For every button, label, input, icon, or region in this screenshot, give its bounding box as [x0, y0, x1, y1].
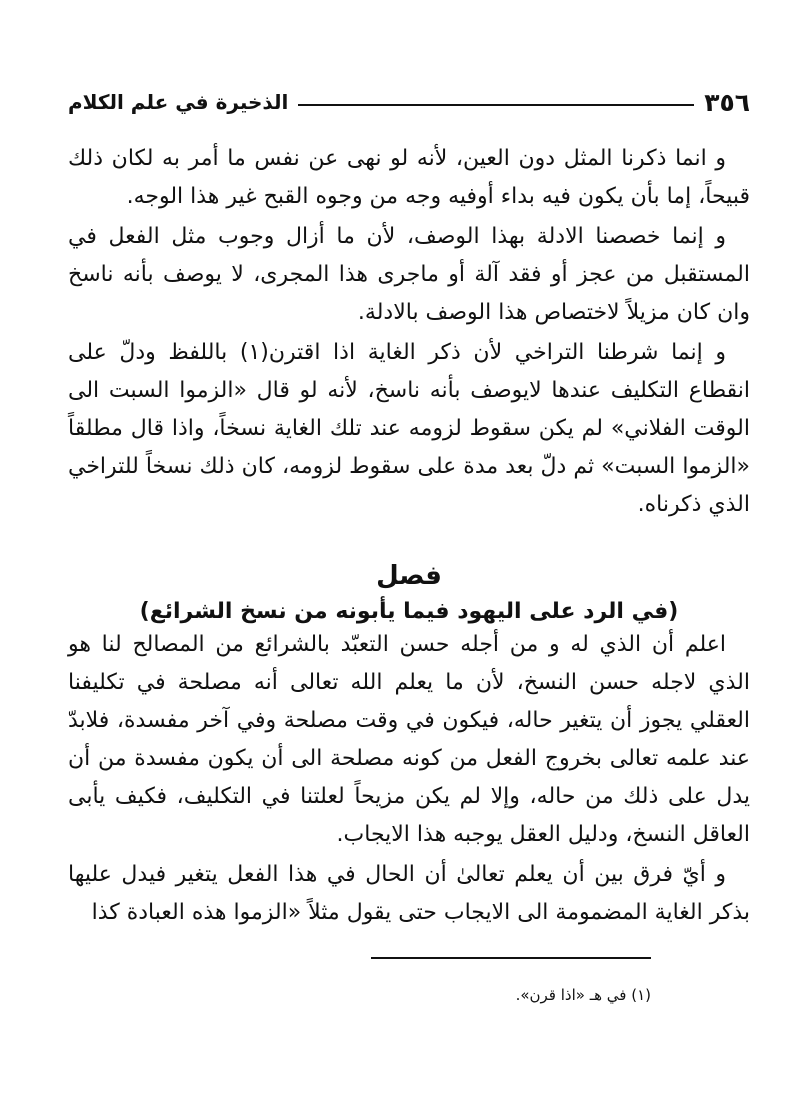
body-text-top: [68, 140, 750, 526]
paragraph: و إنما خصصنا الادلة بهذا الوصف، لأن ما أزال وجوب مثل الفعل في المستقبل من عجز أو فقد آلة أو ماجرى هذا المجرى، لا يوصف بأنه ناسخ وان كان مزيلاً لاختصاص هذا الوصف بالادلة.: [68, 224, 750, 325]
section-title: فصل: [376, 561, 442, 591]
section-subtitle: (في الرد على اليهود فيما يأبونه من نسخ الشرائع): [139, 599, 679, 624]
paragraph: و أيّ فرق بين أن يعلم تعالىٰ أن الحال في هذا الفعل يتغير فيدل عليها بذكر الغاية المضمومة الى الايجاب حتى يقول مثلاً «الزموا هذه العبادة كذا: [68, 862, 750, 925]
footnote: (١) في هـ «اذا قرن».: [515, 986, 651, 1004]
body-text-bottom: [68, 626, 750, 934]
page-number: ٣٥٦: [704, 87, 750, 117]
paragraph: اعلم أن الذي له و من أجله حسن التعبّد بالشرائع من المصالح لنا هو الذي لاجله حسن النسخ، لأن ما يعلم الله تعالى أنه مصلحة في تكليفنا العقلي يجوز أن يتغير حاله، فيكون في وقت مصلحة وفي آخر مفسدة، فلابدّ عند علمه تعالى بخروج الفعل من كونه مصلحة الى أن يكون مفسدة من أن يدل على ذلك من حاله، وإلا لم يكن مزيحاً لعلتنا في التكليف، فكيف يأبى العاقل النسخ، ودليل العقل يوجبه هذا الايجاب.: [68, 632, 750, 847]
book-title: الذخيرة في علم الكلام: [68, 90, 289, 114]
paragraph: و انما ذكرنا المثل دون العين، لأنه لو نهى عن نفس ما أمر به لكان ذلك قبيحاً، إما بأن يكون فيه بداء أوفيه وجه من وجوه القبح غير هذا الوجه.: [68, 146, 750, 209]
header-rule: [298, 104, 694, 106]
running-header: [68, 82, 750, 122]
footnote-rule: [371, 957, 651, 959]
section-heading: [68, 558, 750, 628]
paragraph: و إنما شرطنا التراخي لأن ذكر الغاية اذا اقترن(١) باللفظ ودلّ على انقطاع التكليف عندها لايوصف بأنه ناسخ، لأنه لو قال «الزموا السبت الى الوقت الفلاني» لم يكن سقوط لزومه عند تلك الغاية نسخاً، واذا قال مطلقاً «الزموا السبت» ثم دلّ بعد مدة على سقوط لزومه، كان ذلك نسخاً للتراخي الذي ذكرناه.: [68, 340, 750, 517]
